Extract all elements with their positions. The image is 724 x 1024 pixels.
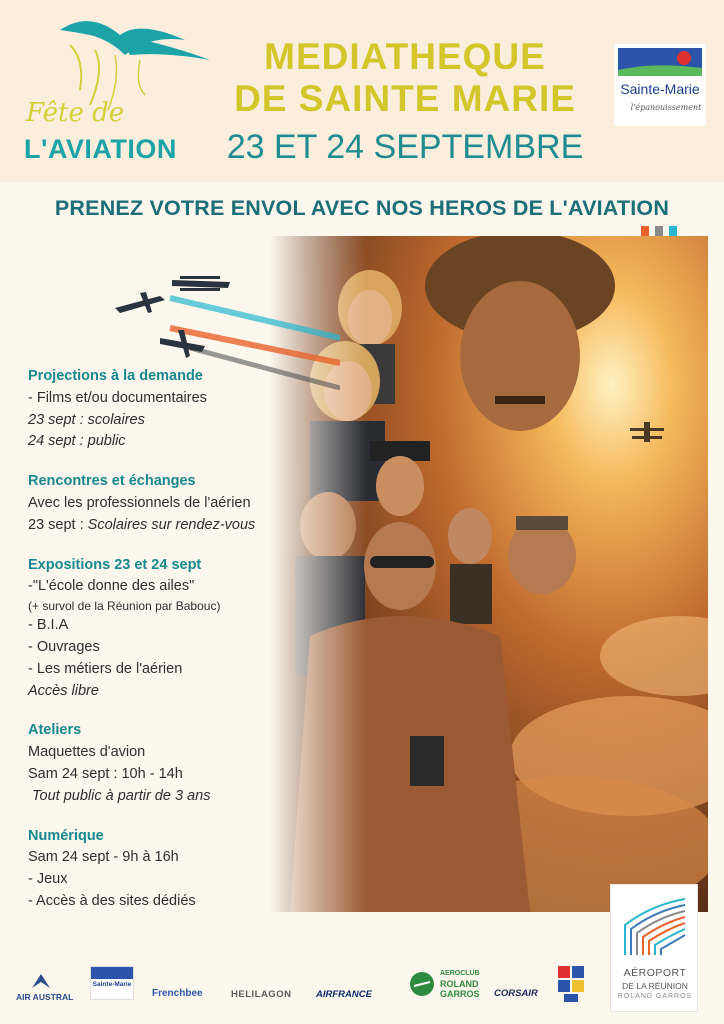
info-line: 24 sept : public (28, 433, 126, 450)
section-title: Ateliers (28, 722, 82, 739)
sponsor-sainte-marie: Sainte-Marie (92, 981, 132, 988)
sainte-marie-logo-icon (614, 44, 706, 126)
sponsor-frenchbee: Frenchbee (152, 988, 203, 999)
info-line-mixed (28, 515, 328, 537)
program-info (28, 366, 328, 931)
sponsor-sainte-marie-logo (90, 966, 134, 1000)
info-line: -"L'école donne des ailes" (28, 578, 195, 595)
section-projections (28, 366, 328, 453)
section-title: Expositions 23 et 24 sept (28, 556, 202, 573)
sponsor-aeroclub-line3: GARROS (440, 988, 480, 999)
info-line: - Films et/ou documentaires (28, 389, 207, 406)
subtitle: PRENEZ VOTRE ENVOL AVEC NOS HEROS DE L'AVIATION (54, 196, 670, 220)
section-title: Numérique (28, 827, 104, 844)
header-banner (0, 0, 724, 182)
sponsor-aeroclub-line2: ROLAND (440, 978, 479, 989)
sponsor-aeroclub (440, 970, 480, 999)
info-line: - Ouvrages (28, 638, 100, 655)
sponsor-bar (0, 958, 600, 1024)
info-line-date: 23 sept : (28, 516, 88, 533)
sainte-marie-logo-label: Sainte-Marie (620, 81, 700, 97)
info-line: - Jeux (28, 871, 68, 888)
air-austral-icon (30, 972, 52, 990)
section-numerique (28, 826, 328, 913)
page-title-line1: MEDIATHEQUE (264, 36, 546, 77)
info-line-italic: Scolaires sur rendez-vous (87, 516, 256, 533)
sponsor-airfrance: AIRFRANCE (316, 989, 372, 1000)
event-dates: 23 ET 24 SEPTEMBRE (226, 128, 584, 166)
sponsor-air-austral: AIR AUSTRAL (16, 992, 74, 1002)
page-title-line2: DE SAINTE MARIE (234, 78, 576, 119)
info-line: Maquettes d'avion (28, 744, 146, 761)
section-expositions (28, 555, 328, 703)
fete-script-text: Fête de (26, 98, 125, 128)
airport-name-line2: DE LA RÉUNION (622, 981, 688, 991)
info-line: 23 sept : scolaires (28, 411, 145, 428)
sainte-marie-logo-tagline: l'épanouissement (630, 103, 702, 112)
section-title: Rencontres et échanges (28, 473, 196, 490)
section-rencontres (28, 471, 328, 536)
info-line: Sam 24 sept - 9h à 16h (28, 849, 179, 866)
sponsor-corsair: CORSAIR (494, 988, 538, 999)
fete-aviation-text: L'AVIATION (24, 134, 177, 164)
info-line: - B.I.A (28, 617, 69, 634)
info-line: - Accès à des sites dédiés (28, 892, 196, 909)
section-ateliers (28, 720, 328, 807)
section-title: Projections à la demande (28, 368, 203, 384)
sponsor-helilagon: HELILAGON (231, 989, 292, 1000)
crest-icon (556, 964, 586, 1004)
airport-name-line1: AÉROPORT (623, 967, 687, 979)
airport-waves-icon (611, 885, 699, 965)
airport-name-line3: ROLAND GARROS (617, 993, 693, 1000)
aeroclub-icon (408, 970, 436, 998)
info-line: - Les métiers de l'aérien (28, 660, 183, 677)
airport-logo (610, 884, 698, 1012)
info-line: Avec les professionnels de l'aérien (28, 494, 251, 511)
sponsor-aeroclub-line1: AEROCLUB (440, 970, 480, 977)
info-line: Accès libre (28, 682, 99, 699)
info-line: Sam 24 sept : 10h - 14h (28, 765, 183, 782)
sainte-marie-logo (614, 44, 706, 126)
info-line: Tout public à partir de 3 ans (28, 787, 211, 804)
info-line: (+ survol de la Réunion par Babouc) (28, 599, 221, 614)
